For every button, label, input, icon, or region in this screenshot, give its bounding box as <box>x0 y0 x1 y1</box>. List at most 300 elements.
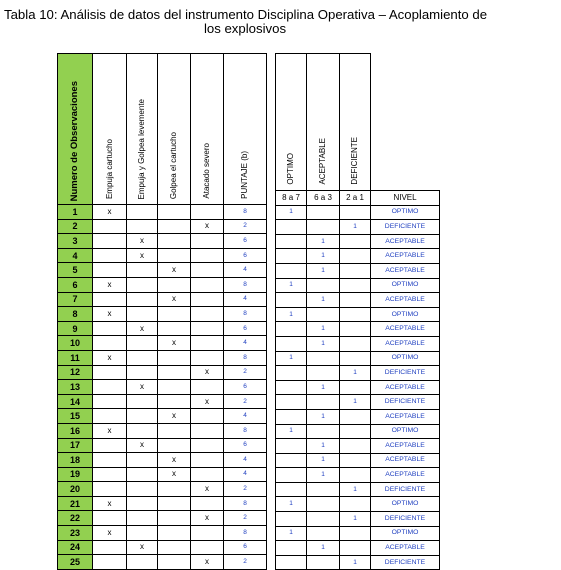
deficiente-count <box>340 468 371 483</box>
mark-golpea-cartucho <box>158 307 191 322</box>
table-row <box>276 526 440 541</box>
mark-atacado-severo <box>191 234 224 249</box>
mark-golpea-cartucho <box>158 277 191 292</box>
title-line-2: los explosivos <box>203 21 287 36</box>
nivel-value: ACEPTABLE <box>371 409 440 424</box>
aceptable-count: 1 <box>307 380 340 395</box>
optimo-count <box>276 336 307 351</box>
table-row <box>276 409 440 424</box>
mark-empuja-golpea <box>127 277 158 292</box>
puntaje-value: 8 <box>224 307 267 322</box>
table-row <box>58 380 267 395</box>
row-number: 25 <box>58 555 93 570</box>
header-puntaje: PUNTAJE (b) <box>224 54 267 205</box>
mark-golpea-cartucho <box>158 394 191 409</box>
header-optimo: OPTIMO <box>276 54 307 191</box>
deficiente-count <box>340 234 371 249</box>
mark-golpea-cartucho <box>158 205 191 220</box>
mark-golpea-cartucho <box>158 248 191 263</box>
aceptable-count <box>307 424 340 439</box>
mark-atacado-severo <box>191 409 224 424</box>
row-number: 18 <box>58 453 93 468</box>
mark-golpea-cartucho <box>158 496 191 511</box>
mark-golpea-cartucho: x <box>158 409 191 424</box>
mark-atacado-severo: x <box>191 555 224 570</box>
optimo-count: 1 <box>276 351 307 366</box>
deficiente-count <box>340 307 371 322</box>
mark-empuja-cartucho <box>93 321 127 336</box>
deficiente-count <box>340 293 371 308</box>
aceptable-count <box>307 351 340 366</box>
puntaje-value: 2 <box>224 219 267 234</box>
nivel-value: DEFICIENTE <box>371 220 440 235</box>
mark-empuja-golpea: x <box>127 234 158 249</box>
table-row <box>276 351 440 366</box>
mark-golpea-cartucho <box>158 482 191 497</box>
puntaje-value: 2 <box>224 482 267 497</box>
puntaje-value: 2 <box>224 365 267 380</box>
mark-empuja-cartucho <box>93 540 127 555</box>
mark-empuja-golpea: x <box>127 248 158 263</box>
puntaje-value: 6 <box>224 380 267 395</box>
optimo-count <box>276 220 307 235</box>
nivel-value: OPTIMO <box>371 497 440 512</box>
deficiente-count <box>340 497 371 512</box>
deficiente-count: 1 <box>340 555 371 570</box>
aceptable-count <box>307 307 340 322</box>
optimo-count: 1 <box>276 307 307 322</box>
table-row <box>58 555 267 570</box>
mark-atacado-severo <box>191 277 224 292</box>
aceptable-count: 1 <box>307 541 340 556</box>
mark-empuja-golpea <box>127 511 158 526</box>
aceptable-count: 1 <box>307 468 340 483</box>
deficiente-count <box>340 380 371 395</box>
table-row <box>276 395 440 410</box>
aceptable-count: 1 <box>307 293 340 308</box>
puntaje-value: 8 <box>224 277 267 292</box>
mark-golpea-cartucho <box>158 438 191 453</box>
aceptable-count <box>307 205 340 220</box>
table-row <box>276 482 440 497</box>
table-row <box>58 482 267 497</box>
mark-empuja-golpea <box>127 482 158 497</box>
optimo-count <box>276 439 307 454</box>
optimo-count: 1 <box>276 278 307 293</box>
puntaje-value: 4 <box>224 292 267 307</box>
nivel-value: ACEPTABLE <box>371 453 440 468</box>
aceptable-count <box>307 482 340 497</box>
mark-empuja-cartucho <box>93 234 127 249</box>
nivel-value: OPTIMO <box>371 278 440 293</box>
range-deficiente: 2 a 1 <box>340 191 371 206</box>
table-row <box>58 277 267 292</box>
table-row <box>58 511 267 526</box>
mark-empuja-cartucho <box>93 336 127 351</box>
table-row <box>58 321 267 336</box>
table-row <box>58 540 267 555</box>
mark-golpea-cartucho <box>158 423 191 438</box>
deficiente-count: 1 <box>340 220 371 235</box>
level-table <box>275 53 440 570</box>
row-number: 5 <box>58 263 93 278</box>
table-row <box>276 234 440 249</box>
mark-golpea-cartucho <box>158 365 191 380</box>
mark-golpea-cartucho: x <box>158 467 191 482</box>
aceptable-count <box>307 526 340 541</box>
deficiente-count <box>340 322 371 337</box>
mark-empuja-cartucho: x <box>93 277 127 292</box>
row-number: 1 <box>58 205 93 220</box>
mark-empuja-golpea: x <box>127 540 158 555</box>
puntaje-value: 6 <box>224 540 267 555</box>
deficiente-count <box>340 409 371 424</box>
puntaje-value: 6 <box>224 438 267 453</box>
mark-empuja-cartucho: x <box>93 205 127 220</box>
row-number: 6 <box>58 277 93 292</box>
mark-atacado-severo <box>191 540 224 555</box>
mark-golpea-cartucho <box>158 511 191 526</box>
mark-atacado-severo <box>191 321 224 336</box>
aceptable-count <box>307 512 340 527</box>
mark-atacado-severo <box>191 467 224 482</box>
deficiente-count <box>340 439 371 454</box>
row-number: 9 <box>58 321 93 336</box>
mark-golpea-cartucho <box>158 219 191 234</box>
optimo-count <box>276 482 307 497</box>
puntaje-value: 4 <box>224 336 267 351</box>
table-row <box>276 307 440 322</box>
header-empuja-golpea: Empuja y Golpea levemente <box>127 54 158 205</box>
nivel-value: ACEPTABLE <box>371 249 440 264</box>
mark-empuja-golpea <box>127 496 158 511</box>
mark-empuja-cartucho <box>93 263 127 278</box>
table-row <box>276 468 440 483</box>
header-aceptable: ACEPTABLE <box>307 54 340 191</box>
mark-golpea-cartucho <box>158 234 191 249</box>
table-row <box>276 336 440 351</box>
mark-golpea-cartucho <box>158 555 191 570</box>
mark-empuja-cartucho <box>93 248 127 263</box>
deficiente-count <box>340 424 371 439</box>
row-number: 22 <box>58 511 93 526</box>
puntaje-value: 4 <box>224 467 267 482</box>
mark-empuja-golpea <box>127 205 158 220</box>
mark-empuja-golpea: x <box>127 321 158 336</box>
table-row <box>58 307 267 322</box>
row-number: 13 <box>58 380 93 395</box>
nivel-value: ACEPTABLE <box>371 336 440 351</box>
mark-atacado-severo <box>191 307 224 322</box>
mark-empuja-cartucho <box>93 409 127 424</box>
row-number: 8 <box>58 307 93 322</box>
optimo-count <box>276 380 307 395</box>
table-row <box>276 278 440 293</box>
nivel-value: OPTIMO <box>371 205 440 220</box>
mark-empuja-cartucho <box>93 555 127 570</box>
mark-atacado-severo <box>191 336 224 351</box>
puntaje-value: 8 <box>224 526 267 541</box>
table-row <box>58 453 267 468</box>
deficiente-count: 1 <box>340 512 371 527</box>
aceptable-count: 1 <box>307 336 340 351</box>
aceptable-count <box>307 497 340 512</box>
mark-empuja-golpea <box>127 555 158 570</box>
table-row <box>58 234 267 249</box>
puntaje-value: 6 <box>224 248 267 263</box>
aceptable-count <box>307 366 340 381</box>
range-aceptable: 6 a 3 <box>307 191 340 206</box>
mark-golpea-cartucho: x <box>158 336 191 351</box>
mark-empuja-golpea: x <box>127 438 158 453</box>
optimo-count <box>276 322 307 337</box>
mark-empuja-cartucho: x <box>93 307 127 322</box>
aceptable-count: 1 <box>307 453 340 468</box>
nivel-value: DEFICIENTE <box>371 512 440 527</box>
mark-atacado-severo <box>191 453 224 468</box>
mark-empuja-cartucho <box>93 292 127 307</box>
nivel-value: ACEPTABLE <box>371 439 440 454</box>
mark-empuja-golpea <box>127 423 158 438</box>
nivel-value: DEFICIENTE <box>371 366 440 381</box>
puntaje-value: 6 <box>224 321 267 336</box>
puntaje-value: 8 <box>224 350 267 365</box>
mark-atacado-severo <box>191 423 224 438</box>
mark-empuja-cartucho <box>93 467 127 482</box>
puntaje-value: 8 <box>224 423 267 438</box>
table-row <box>276 220 440 235</box>
row-number: 2 <box>58 219 93 234</box>
table-row <box>276 497 440 512</box>
mark-atacado-severo <box>191 263 224 278</box>
mark-atacado-severo: x <box>191 511 224 526</box>
mark-golpea-cartucho <box>158 540 191 555</box>
table-row <box>58 219 267 234</box>
table-row <box>276 249 440 264</box>
mark-atacado-severo: x <box>191 219 224 234</box>
optimo-count: 1 <box>276 205 307 220</box>
table-row <box>276 439 440 454</box>
mark-golpea-cartucho <box>158 526 191 541</box>
optimo-count: 1 <box>276 526 307 541</box>
row-number: 4 <box>58 248 93 263</box>
row-number: 14 <box>58 394 93 409</box>
optimo-count: 1 <box>276 497 307 512</box>
deficiente-count <box>340 351 371 366</box>
mark-empuja-golpea <box>127 526 158 541</box>
puntaje-value: 6 <box>224 234 267 249</box>
mark-golpea-cartucho <box>158 350 191 365</box>
mark-empuja-cartucho <box>93 219 127 234</box>
deficiente-count <box>340 541 371 556</box>
mark-golpea-cartucho: x <box>158 292 191 307</box>
row-number: 11 <box>58 350 93 365</box>
table-row <box>58 423 267 438</box>
nivel-value: ACEPTABLE <box>371 234 440 249</box>
nivel-value: ACEPTABLE <box>371 322 440 337</box>
deficiente-count <box>340 249 371 264</box>
mark-empuja-golpea <box>127 219 158 234</box>
mark-empuja-cartucho: x <box>93 496 127 511</box>
deficiente-count: 1 <box>340 366 371 381</box>
mark-empuja-golpea <box>127 350 158 365</box>
optimo-count <box>276 293 307 308</box>
table-row <box>58 526 267 541</box>
mark-atacado-severo <box>191 526 224 541</box>
row-number: 24 <box>58 540 93 555</box>
right-header-row <box>276 54 440 191</box>
puntaje-value: 2 <box>224 511 267 526</box>
mark-golpea-cartucho: x <box>158 263 191 278</box>
optimo-count <box>276 366 307 381</box>
optimo-count: 1 <box>276 424 307 439</box>
range-row <box>276 191 440 206</box>
table-row <box>58 438 267 453</box>
mark-empuja-cartucho <box>93 453 127 468</box>
row-number: 19 <box>58 467 93 482</box>
mark-empuja-cartucho <box>93 365 127 380</box>
table-row <box>58 292 267 307</box>
mark-golpea-cartucho: x <box>158 453 191 468</box>
mark-empuja-golpea <box>127 307 158 322</box>
mark-atacado-severo <box>191 205 224 220</box>
optimo-count <box>276 263 307 278</box>
row-number: 17 <box>58 438 93 453</box>
table-row <box>58 365 267 380</box>
range-optimo: 8 a 7 <box>276 191 307 206</box>
mark-empuja-cartucho: x <box>93 423 127 438</box>
aceptable-count: 1 <box>307 409 340 424</box>
optimo-count <box>276 541 307 556</box>
puntaje-value: 4 <box>224 409 267 424</box>
table-row <box>276 424 440 439</box>
row-number: 20 <box>58 482 93 497</box>
mark-atacado-severo: x <box>191 482 224 497</box>
puntaje-value: 8 <box>224 496 267 511</box>
mark-atacado-severo <box>191 438 224 453</box>
table-row <box>58 409 267 424</box>
deficiente-count <box>340 336 371 351</box>
nivel-value: DEFICIENTE <box>371 395 440 410</box>
mark-empuja-cartucho <box>93 482 127 497</box>
aceptable-count <box>307 220 340 235</box>
mark-empuja-golpea <box>127 467 158 482</box>
mark-empuja-golpea <box>127 409 158 424</box>
mark-empuja-golpea <box>127 394 158 409</box>
table-row <box>58 336 267 351</box>
table-row <box>276 512 440 527</box>
table-row <box>58 205 267 220</box>
optimo-count <box>276 468 307 483</box>
aceptable-count: 1 <box>307 439 340 454</box>
mark-atacado-severo <box>191 380 224 395</box>
deficiente-count <box>340 278 371 293</box>
table-row <box>276 366 440 381</box>
nivel-value: OPTIMO <box>371 424 440 439</box>
row-number: 12 <box>58 365 93 380</box>
mark-empuja-golpea <box>127 453 158 468</box>
mark-empuja-cartucho: x <box>93 526 127 541</box>
deficiente-count <box>340 263 371 278</box>
left-header-row <box>58 54 267 205</box>
header-nivel: NIVEL <box>371 191 440 206</box>
row-number: 23 <box>58 526 93 541</box>
mark-atacado-severo <box>191 496 224 511</box>
row-number: 16 <box>58 423 93 438</box>
mark-empuja-cartucho <box>93 438 127 453</box>
nivel-value: ACEPTABLE <box>371 293 440 308</box>
table-row <box>276 380 440 395</box>
optimo-count <box>276 409 307 424</box>
aceptable-count <box>307 278 340 293</box>
nivel-value: OPTIMO <box>371 351 440 366</box>
table-row <box>58 394 267 409</box>
puntaje-value: 8 <box>224 205 267 220</box>
mark-golpea-cartucho <box>158 321 191 336</box>
header-deficiente: DEFICIENTE <box>340 54 371 191</box>
header-golpea-cartucho: Golpea el cartucho <box>158 54 191 205</box>
puntaje-value: 4 <box>224 263 267 278</box>
table-row <box>276 453 440 468</box>
mark-atacado-severo <box>191 292 224 307</box>
optimo-count <box>276 249 307 264</box>
mark-atacado-severo <box>191 350 224 365</box>
nivel-value: ACEPTABLE <box>371 263 440 278</box>
header-blank <box>371 54 440 191</box>
header-observation-number: Numero de Observaciones <box>58 54 93 205</box>
nivel-value: ACEPTABLE <box>371 541 440 556</box>
nivel-value: OPTIMO <box>371 307 440 322</box>
nivel-value: DEFICIENTE <box>371 482 440 497</box>
table-row <box>276 541 440 556</box>
mark-atacado-severo: x <box>191 365 224 380</box>
observations-table <box>57 53 267 570</box>
optimo-count <box>276 512 307 527</box>
title-line-1: Tabla 10: Análisis de datos del instrumento Disciplina Operativa – Acoplamiento de <box>4 7 488 22</box>
mark-atacado-severo: x <box>191 394 224 409</box>
nivel-value: ACEPTABLE <box>371 468 440 483</box>
table-row <box>276 205 440 220</box>
deficiente-count <box>340 526 371 541</box>
table-row <box>276 293 440 308</box>
table-row <box>58 467 267 482</box>
aceptable-count: 1 <box>307 234 340 249</box>
nivel-value: OPTIMO <box>371 526 440 541</box>
mark-empuja-golpea <box>127 263 158 278</box>
mark-empuja-cartucho <box>93 394 127 409</box>
mark-empuja-cartucho <box>93 511 127 526</box>
aceptable-count <box>307 395 340 410</box>
optimo-count <box>276 234 307 249</box>
row-number: 7 <box>58 292 93 307</box>
aceptable-count: 1 <box>307 249 340 264</box>
deficiente-count: 1 <box>340 482 371 497</box>
puntaje-value: 4 <box>224 453 267 468</box>
nivel-value: DEFICIENTE <box>371 555 440 570</box>
row-number: 15 <box>58 409 93 424</box>
nivel-value: ACEPTABLE <box>371 380 440 395</box>
optimo-count <box>276 453 307 468</box>
mark-empuja-golpea <box>127 365 158 380</box>
optimo-count <box>276 395 307 410</box>
row-number: 10 <box>58 336 93 351</box>
deficiente-count <box>340 453 371 468</box>
mark-empuja-cartucho <box>93 380 127 395</box>
mark-empuja-golpea: x <box>127 380 158 395</box>
puntaje-value: 2 <box>224 394 267 409</box>
table-row <box>276 322 440 337</box>
mark-empuja-golpea <box>127 336 158 351</box>
